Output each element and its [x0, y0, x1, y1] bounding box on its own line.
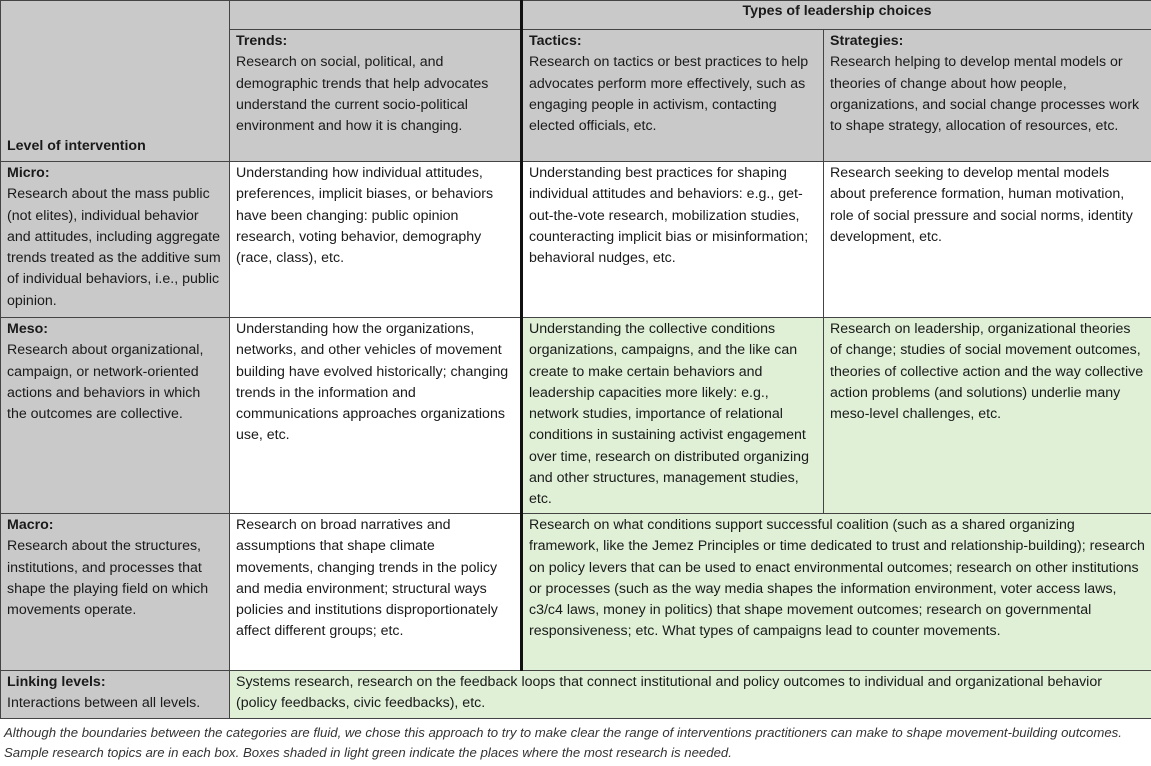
- macro-trends-cell: Research on broad narratives and assumptions that shape climate movements, changing trends in the policy and media environment; structural ways policies and institutions disproportionately affect different groups; etc.: [230, 514, 522, 671]
- macro-title: Macro:: [7, 517, 54, 533]
- linking-desc: Interactions between all levels.: [7, 695, 201, 712]
- table-row-meso: [1, 318, 1151, 514]
- micro-trends-cell: Understanding how individual attitudes, preferences, implicit biases, or behaviors have been changing: public opinion research, voting behavior, demography (race, class), etc.: [230, 162, 522, 318]
- trends-header: [230, 30, 522, 162]
- linking-level-cell: [1, 671, 230, 719]
- meso-level-cell: [1, 318, 230, 514]
- table-row-linking: [1, 671, 1151, 719]
- tactics-desc: Research on tactics or best practices to help advocates perform more effectively, such as engaging people in activism, contacting elected officials, etc.: [529, 54, 809, 135]
- level-of-intervention-header: [1, 1, 230, 162]
- tactics-title: Tactics:: [529, 33, 582, 49]
- table-row-micro: [1, 162, 1151, 318]
- linking-all-cell: Systems research, research on the feedback loops that connect institutional and policy outcomes to individual and organizational behavior (policy feedbacks, civic feedbacks), etc.: [230, 671, 1151, 719]
- micro-tactics-cell: Understanding best practices for shaping individual attitudes and behaviors: e.g., get-out-the-vote research, mobilization studies, counteracting implicit bias or misinformation; behavioral nudges, etc.: [522, 162, 824, 318]
- strategies-header: [824, 30, 1151, 162]
- macro-tactics-strategies-cell: Research on what conditions support successful coalition (such as a shared organizing framework, like the Jemez Principles or time dedicated to trust and relationship-building); research on policy levers that can be used to enact environmental outcomes; research on other institutions or processes (such as the way media shapes the information environment, voter access laws, c3/c4 laws, money in politics) that shape movement outcomes; research on governmental responsiveness; etc. What types of campaigns lead to counter movements.: [522, 514, 1151, 671]
- micro-desc: Research about the mass public (not elites), individual behavior and attitudes, including aggregate trends treated as the additive sum of individual behaviors, i.e., public opinion.: [7, 186, 221, 309]
- trends-title: Trends:: [236, 33, 288, 49]
- level-label: Level of intervention: [7, 137, 146, 154]
- types-header: [522, 1, 1151, 30]
- meso-tactics-cell: Understanding the collective conditions organizations, campaigns, and the like can create to make certain behaviors and leadership capacities more likely: e.g., network studies, importance of relational conditions in sustaining activist engagement over time, research on distributed organizing and other structures, management studies, etc.: [522, 318, 824, 514]
- macro-level-cell: [1, 514, 230, 671]
- trends-desc: Research on social, political, and demographic trends that help advocates understand the current socio-political environment and how it is changing.: [236, 54, 489, 135]
- strategies-title: Strategies:: [830, 33, 904, 49]
- meso-strategies-cell: Research on leadership, organizational theories of change; studies of social movement outcomes, theories of collective action and the way collective action problems (and solutions) underlie many meso-level challenges, etc.: [824, 318, 1151, 514]
- strategies-desc: Research helping to develop mental models or theories of change about how people, organizations, and social change processes work to shape strategy, allocation of resources, etc.: [830, 54, 1140, 135]
- macro-desc: Research about the structures, institutions, and processes that shape the playing field on which movements operate.: [7, 538, 209, 619]
- blank-header-cell: [230, 1, 522, 30]
- meso-title: Meso:: [7, 321, 48, 337]
- types-label: Types of leadership choices: [742, 3, 932, 19]
- micro-strategies-cell: Research seeking to develop mental models about preference formation, human motivation, role of social pressure and social norms, identity development, etc.: [824, 162, 1151, 318]
- table-caption: Although the boundaries between the categories are fluid, we chose this approach to try to make clear the range of interventions practitioners can make to shape movement-building outcomes. Sample research topics are in each box. Boxes shaded in light green indicate the places where the most research is needed.: [4, 725, 1122, 760]
- linking-title: Linking levels:: [7, 674, 106, 690]
- tactics-header: [522, 30, 824, 162]
- meso-trends-cell: Understanding how the organizations, networks, and other vehicles of movement building have evolved historically; changing trends in the information and communications approaches organizations use, etc.: [230, 318, 522, 514]
- meso-desc: Research about organizational, campaign, or network-oriented actions and behaviors in which the outcomes are collective.: [7, 342, 204, 423]
- micro-level-cell: [1, 162, 230, 318]
- micro-title: Micro:: [7, 165, 50, 181]
- table-row-macro: [1, 514, 1151, 671]
